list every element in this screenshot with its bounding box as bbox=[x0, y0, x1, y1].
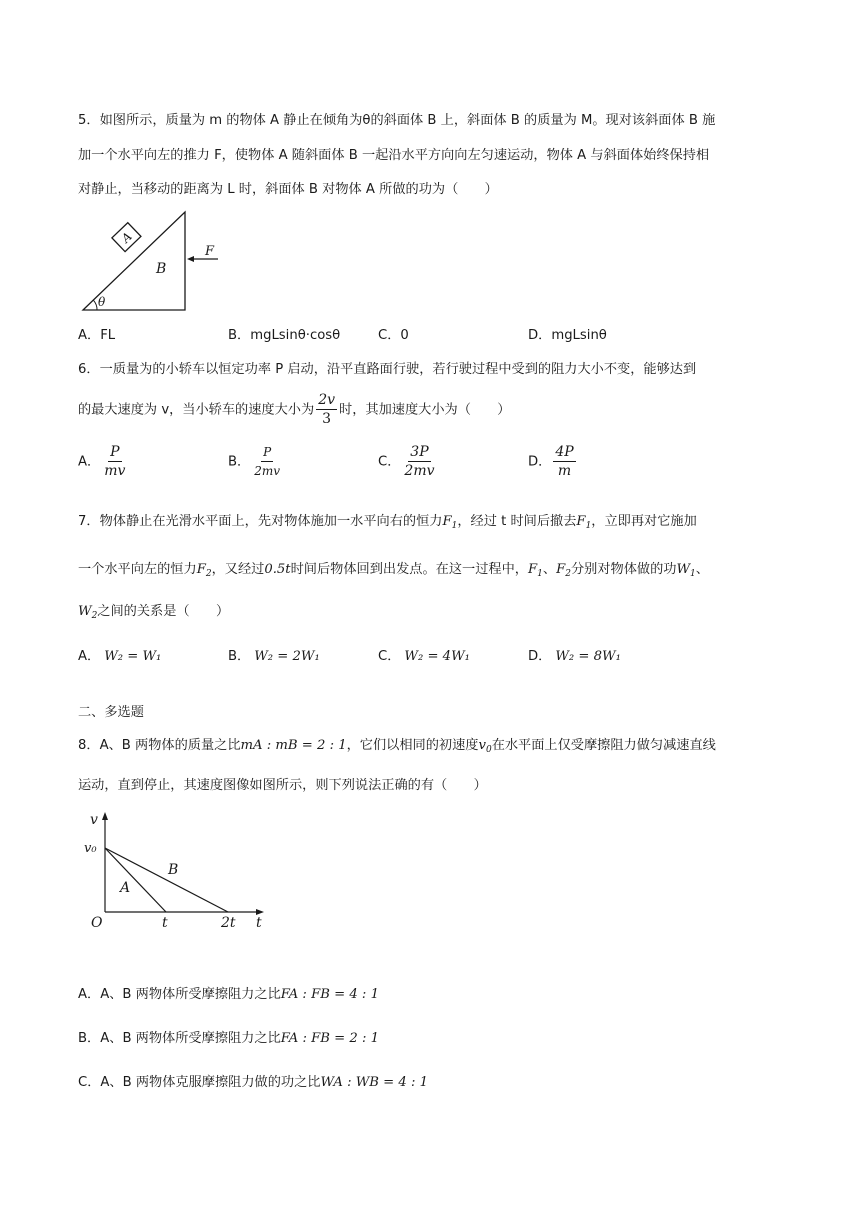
q7-line-1 bbox=[78, 512, 697, 532]
origin-label: O bbox=[91, 915, 103, 931]
option-label: A． bbox=[78, 649, 101, 664]
fraction-den: mv bbox=[104, 463, 126, 479]
force-arrowhead bbox=[187, 256, 194, 262]
line-b-label: B bbox=[168, 862, 179, 878]
section-heading: 二、多选题 bbox=[78, 705, 144, 720]
q6-line-1: 6．一质量为的小轿车以恒定功率 P 启动，沿平直路面行驶，若行驶过程中受到的阻力大小不变，能够达到 bbox=[78, 362, 697, 377]
q5-line-3: 对静止，当移动的距离为 L 时，斜面体 B 对物体 A 所做的功为（ ） bbox=[78, 182, 498, 197]
option-label: D． bbox=[528, 454, 552, 470]
q7-text: ，经过 t 时间后撤去 bbox=[457, 514, 577, 529]
q6-option-c[interactable] bbox=[378, 444, 439, 481]
option-text: C．A、B 两物体克服摩擦阻力做的功之比 bbox=[78, 1075, 321, 1090]
q5-option-d[interactable]: D．mgLsinθ bbox=[528, 328, 607, 343]
work-w1: $W_1$ bbox=[676, 562, 696, 579]
body-label: B bbox=[156, 261, 167, 277]
q5-line-2: 加一个水平向左的推力 F，使物体 A 随斜面体 B 一起沿水平方向向左匀速运动，物体 A 与斜面体始终保持相 bbox=[78, 148, 710, 163]
force-label: F bbox=[205, 244, 215, 259]
q8-option-c[interactable] bbox=[78, 1073, 428, 1093]
q7-text: 之间的关系是（ ） bbox=[97, 604, 230, 619]
force-f1: $F_1$ bbox=[442, 514, 458, 531]
x-axis-label: t bbox=[256, 915, 262, 931]
option-text: B．A、B 两物体所受摩擦阻力之比 bbox=[78, 1031, 281, 1046]
q8-line-1 bbox=[78, 736, 716, 756]
line-a-label: A bbox=[120, 880, 131, 896]
q8-text: ，它们以相同的初速度 bbox=[346, 738, 479, 753]
q5-option-b[interactable]: B．mgLsinθ·cosθ bbox=[228, 328, 341, 343]
option-relation: W₂ = 8W₁ bbox=[555, 649, 621, 664]
q5-line-1: 5．如图所示，质量为 m 的物体 A 静止在倾角为θ的斜面体 B 上，斜面体 B 的质量为 M。现对该斜面体 B 施 bbox=[78, 113, 716, 128]
q6-line-2-pre: 的最大速度为 v，当小轿车的速度大小为 bbox=[78, 402, 315, 418]
fraction-num: P bbox=[261, 444, 273, 462]
q6-line-2-post: 时，其加速度大小为（ ） bbox=[339, 402, 511, 418]
option-fraction bbox=[553, 444, 575, 479]
option-fraction bbox=[252, 444, 282, 479]
q7-text: 时间后物体回到出发点。在这一过程中， bbox=[290, 562, 528, 577]
force-f1: $F_1$ bbox=[576, 514, 592, 531]
force-f2: $F_2$ bbox=[556, 562, 571, 579]
initial-velocity: $v_0$ bbox=[478, 738, 492, 755]
q7-text: ，立即再对它施加 bbox=[591, 514, 697, 529]
fraction-den: m bbox=[557, 463, 572, 479]
option-relation: W₂ = 4W₁ bbox=[404, 649, 470, 664]
q7-text: 、 bbox=[695, 562, 709, 577]
fraction-num: 3P bbox=[410, 444, 429, 460]
q8-velocity-graph bbox=[82, 808, 282, 934]
q6-option-d[interactable] bbox=[528, 444, 578, 481]
q7-option-d[interactable] bbox=[528, 647, 621, 667]
q7-text: ，又经过 bbox=[211, 562, 265, 577]
mass-ratio: mA : mB = 2 : 1 bbox=[240, 738, 347, 753]
q5-incline-figure bbox=[78, 208, 228, 318]
q7-text: 分别对物体做的功 bbox=[570, 562, 677, 577]
fraction-den: 2mv bbox=[404, 463, 435, 479]
q8-line-2: 运动，直到停止，其速度图像如图所示，则下列说法正确的有（ ） bbox=[78, 778, 487, 793]
q8-option-b[interactable] bbox=[78, 1029, 379, 1049]
fraction-num: P bbox=[110, 444, 120, 460]
q7-line-3 bbox=[78, 602, 229, 622]
option-label: D． bbox=[528, 649, 552, 664]
angle-label: θ bbox=[98, 295, 106, 309]
q5-option-c[interactable]: C．0 bbox=[378, 328, 409, 343]
option-relation: W₂ = 2W₁ bbox=[254, 649, 320, 664]
q6-option-a[interactable] bbox=[78, 444, 129, 481]
q7-text: 7．物体静止在光滑水平面上，先对物体施加一水平向右的恒力 bbox=[78, 514, 443, 529]
option-expr: FA : FB = 2 : 1 bbox=[280, 1031, 379, 1046]
option-label: B． bbox=[228, 454, 251, 470]
time-half: 0.5t bbox=[264, 562, 291, 577]
option-label: B． bbox=[228, 649, 251, 664]
v0-label: v₀ bbox=[84, 841, 97, 856]
angle-arc bbox=[94, 300, 98, 310]
force-f2: $F_2$ bbox=[196, 562, 212, 579]
fraction-den: 2mv bbox=[254, 464, 281, 478]
work-w2: $W_2$ bbox=[78, 604, 98, 621]
q6-fraction bbox=[316, 392, 337, 427]
q6-line-2 bbox=[78, 392, 510, 428]
option-expr: FA : FB = 4 : 1 bbox=[280, 987, 379, 1002]
q7-line-2 bbox=[78, 560, 709, 580]
y-axis-arrowhead bbox=[102, 812, 108, 820]
q6-fraction-num: 2v bbox=[318, 392, 336, 408]
option-label: C． bbox=[378, 649, 401, 664]
q7-text: 一个水平向左的恒力 bbox=[78, 562, 197, 577]
option-relation: W₂ = W₁ bbox=[104, 649, 162, 664]
y-axis-label: v bbox=[90, 812, 98, 828]
q7-option-a[interactable] bbox=[78, 647, 161, 667]
q8-text: 在水平面上仅受摩擦阻力做匀减速直线 bbox=[491, 738, 716, 753]
t1-label: t bbox=[162, 915, 168, 931]
q6-option-b[interactable] bbox=[228, 444, 284, 481]
q6-fraction-den: 3 bbox=[322, 411, 332, 427]
force-f1: $F_1$ bbox=[527, 562, 543, 579]
option-fraction bbox=[102, 444, 127, 479]
fraction-num: 4P bbox=[555, 444, 574, 460]
option-fraction bbox=[402, 444, 436, 479]
option-expr: WA : WB = 4 : 1 bbox=[320, 1075, 429, 1090]
q5-option-a[interactable]: A．FL bbox=[78, 328, 116, 343]
q7-option-b[interactable] bbox=[228, 647, 320, 667]
option-label: A． bbox=[78, 454, 101, 470]
q7-option-c[interactable] bbox=[378, 647, 470, 667]
block-a bbox=[112, 223, 141, 252]
q7-text: 、 bbox=[542, 562, 557, 577]
q8-option-a[interactable] bbox=[78, 985, 379, 1005]
option-label: C． bbox=[378, 454, 401, 470]
option-text: A．A、B 两物体所受摩擦阻力之比 bbox=[78, 987, 281, 1002]
block-label: A bbox=[118, 229, 135, 246]
q8-text: 8．A、B 两物体的质量之比 bbox=[78, 738, 241, 753]
t2-label: 2t bbox=[221, 915, 236, 931]
line-a bbox=[105, 848, 166, 912]
